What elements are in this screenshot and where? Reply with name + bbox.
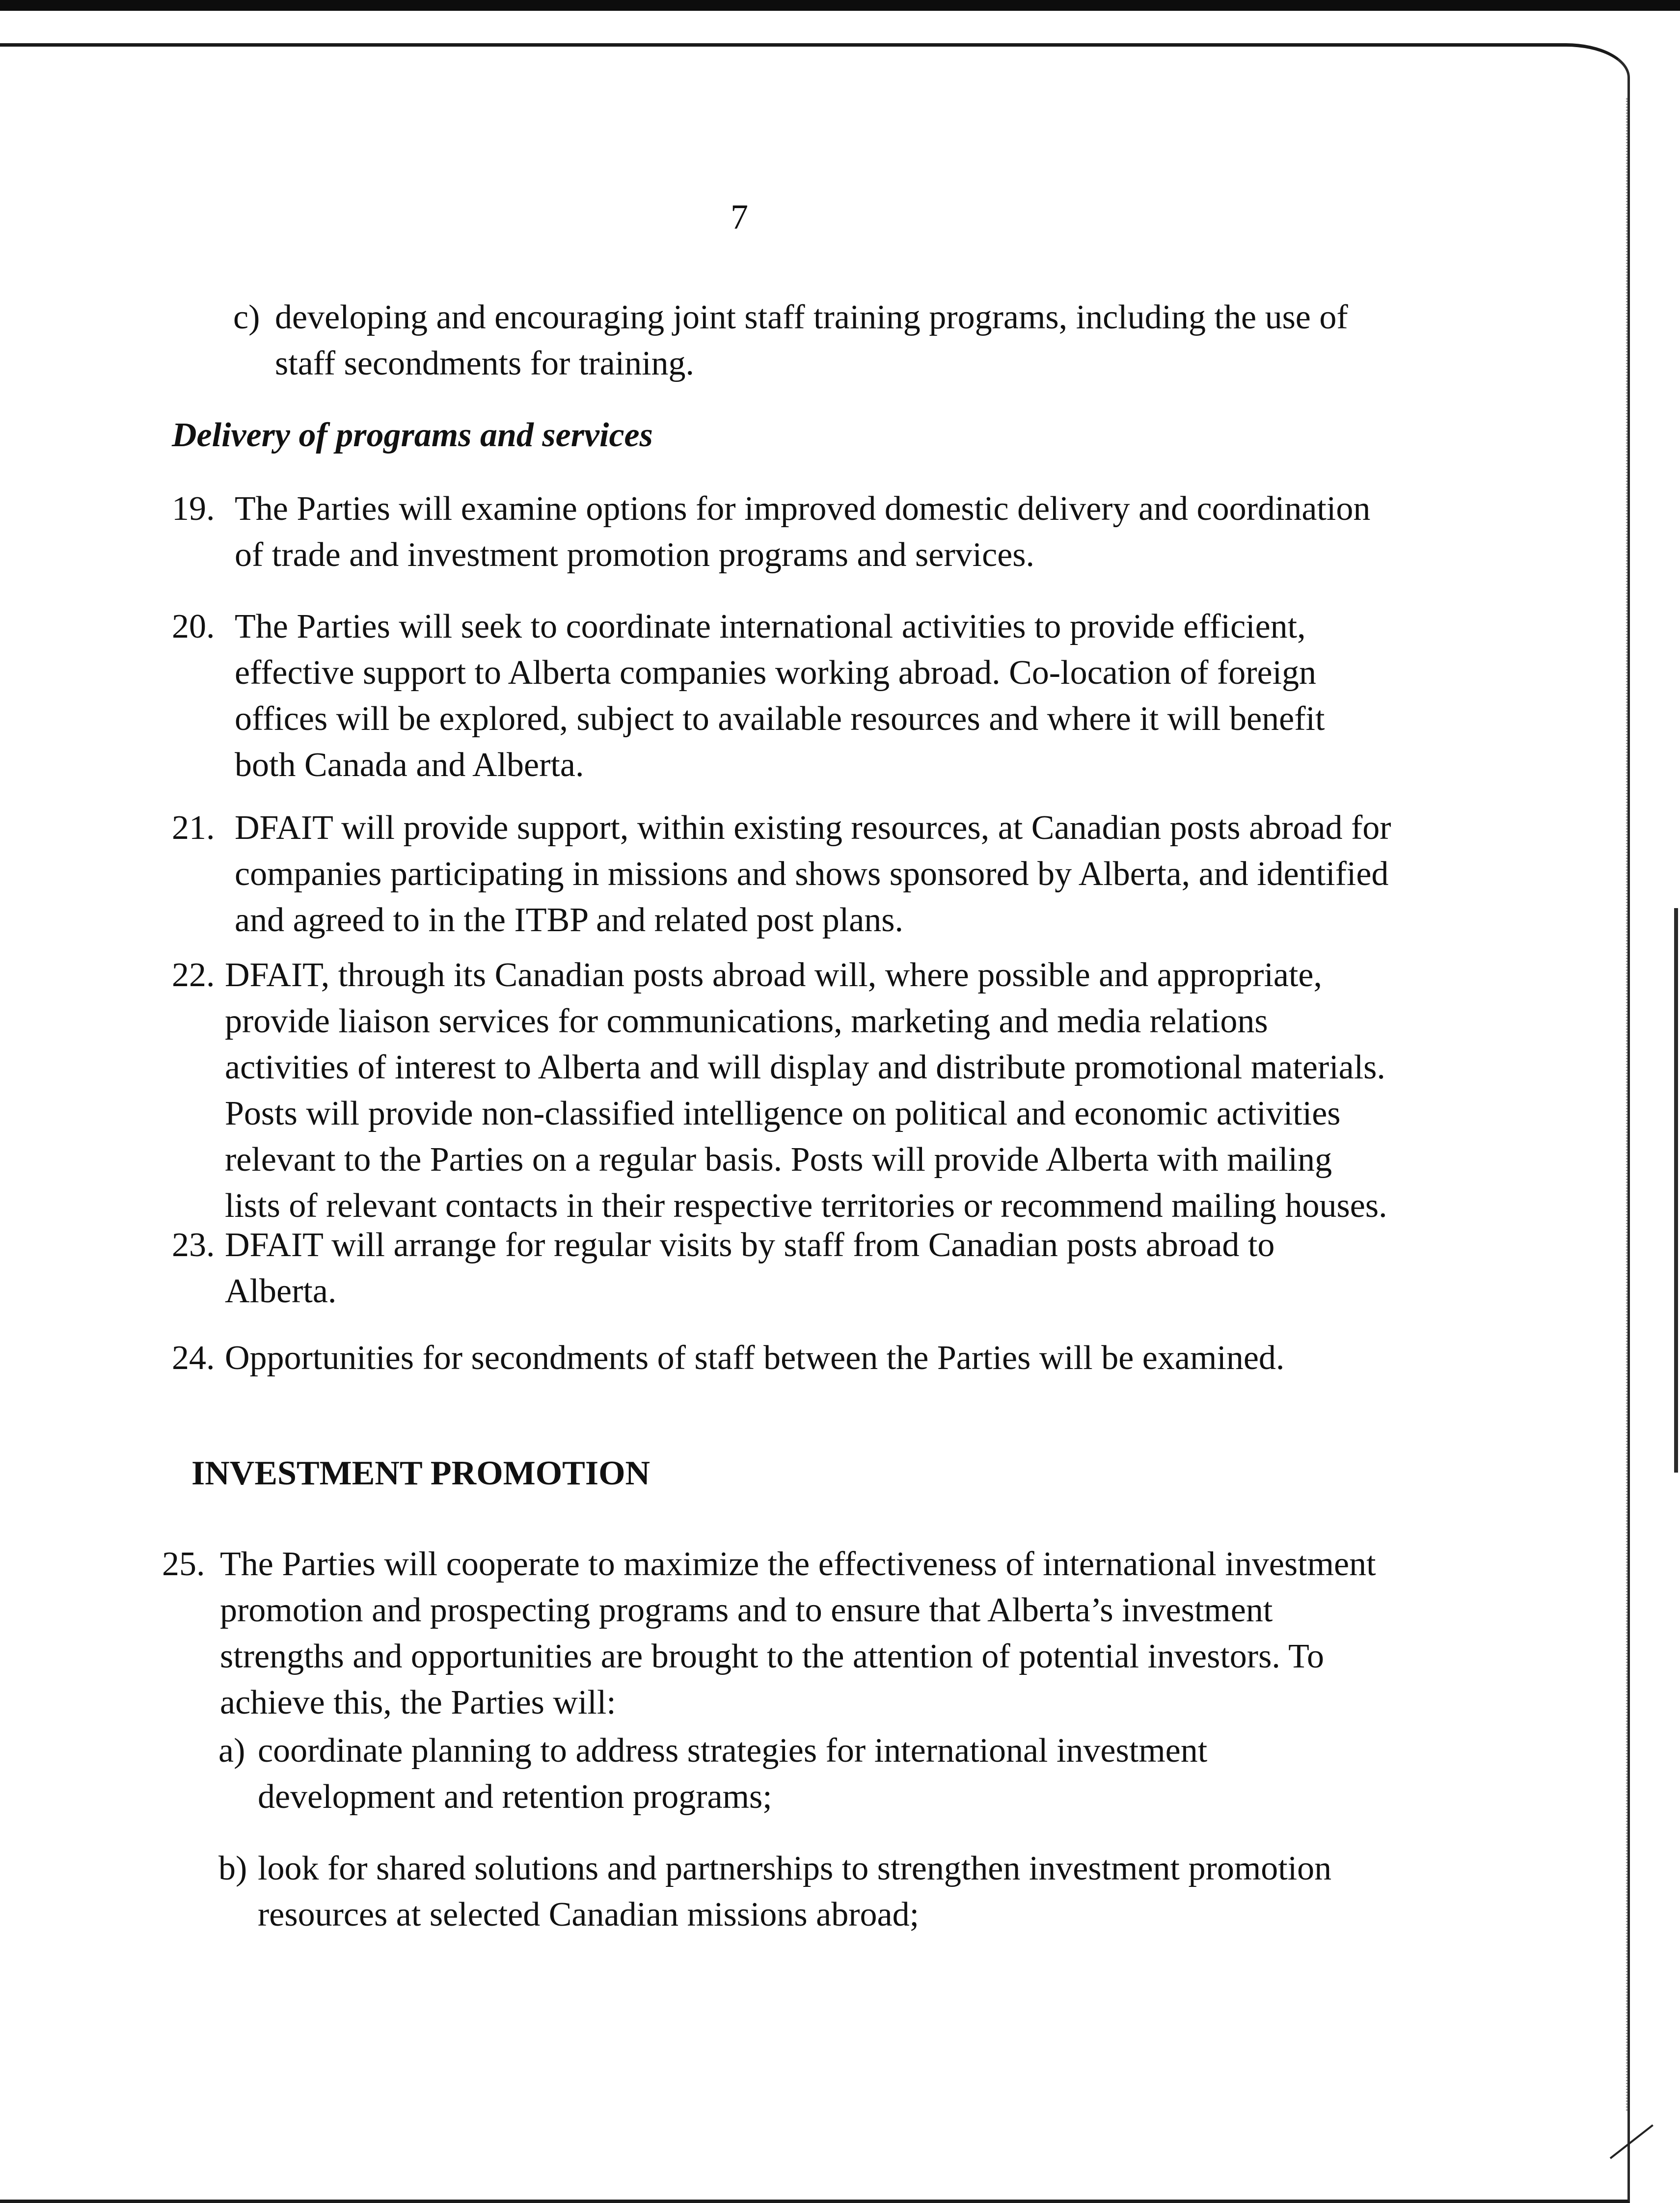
text-line: DFAIT will provide support, within existing resources, at Canadian posts abroad for: [235, 809, 1391, 847]
intro-item-text: [275, 295, 1348, 387]
item-text-22: [225, 952, 1387, 1229]
section-heading-delivery: Delivery of programs and services: [172, 416, 653, 454]
text-line: promotion and prospecting programs and to ensure that Alberta’s investment: [220, 1591, 1273, 1629]
text-line: Posts will provide non-classified intelligence on political and economic activities: [225, 1095, 1341, 1132]
item-number-24: 24.: [172, 1339, 215, 1377]
subitem-label-a: a): [218, 1732, 245, 1770]
text-line: Opportunities for secondments of staff between the Parties will be examined.: [225, 1339, 1285, 1377]
text-line: look for shared solutions and partnerships to strengthen investment promotion: [258, 1850, 1332, 1887]
item-text-23: [225, 1222, 1274, 1315]
scan-edge-top: [0, 0, 1680, 11]
subitem-text-b: [258, 1846, 1331, 1938]
subitem-label-b: b): [218, 1850, 247, 1887]
item-number-20: 20.: [172, 608, 215, 645]
text-line: both Canada and Alberta.: [235, 746, 584, 784]
text-line: DFAIT will arrange for regular visits by staff from Canadian posts abroad to: [225, 1226, 1275, 1264]
text-line: Alberta.: [225, 1272, 337, 1310]
item-text-21: [235, 805, 1391, 943]
item-text-25: [220, 1541, 1376, 1726]
text-line: achieve this, the Parties will:: [220, 1684, 616, 1721]
text-line: developing and encouraging joint staff training programs, including the use of: [275, 298, 1348, 336]
item-number-22: 22.: [172, 956, 215, 994]
scan-edge-mark: [1674, 908, 1678, 1473]
text-line: activities of interest to Alberta and will display and distribute promotional materials.: [225, 1048, 1385, 1086]
text-line: resources at selected Canadian missions abroad;: [258, 1896, 920, 1934]
text-line: The Parties will cooperate to maximize the effectiveness of international investment: [220, 1545, 1376, 1583]
item-number-19: 19.: [172, 490, 215, 528]
item-text-19: [235, 486, 1370, 578]
item-number-23: 23.: [172, 1226, 215, 1264]
intro-item-label: c): [233, 298, 260, 336]
text-line: provide liaison services for communications, marketing and media relations: [225, 1002, 1268, 1040]
text-line: companies participating in missions and shows sponsored by Alberta, and identified: [235, 855, 1389, 893]
item-text-20: [235, 604, 1325, 788]
scan-margin-dots: [1626, 98, 1627, 2111]
text-line: lists of relevant contacts in their respective territories or recommend mailing houses.: [225, 1187, 1387, 1225]
text-line: The Parties will examine options for improved domestic delivery and coordination: [235, 490, 1371, 528]
text-line: strengths and opportunities are brought to the attention of potential investors. To: [220, 1638, 1324, 1675]
text-line: coordinate planning to address strategies for international investment: [258, 1732, 1208, 1770]
text-line: development and retention programs;: [258, 1778, 772, 1816]
item-number-21: 21.: [172, 809, 215, 847]
item-number-25: 25.: [162, 1545, 205, 1583]
text-line: relevant to the Parties on a regular basis. Posts will provide Alberta with mailing: [225, 1141, 1332, 1179]
text-line: DFAIT, through its Canadian posts abroad will, where possible and appropriate,: [225, 956, 1322, 994]
subitem-text-a: [258, 1728, 1207, 1820]
section-heading-investment: INVESTMENT PROMOTION: [191, 1454, 650, 1492]
text-line: and agreed to in the ITBP and related post plans.: [235, 901, 904, 939]
page-number: 7: [731, 197, 748, 237]
text-line: The Parties will seek to coordinate international activities to provide efficient,: [235, 608, 1306, 645]
text-line: staff secondments for training.: [275, 345, 695, 382]
text-line: offices will be explored, subject to available resources and where it will benefit: [235, 700, 1325, 738]
text-line: of trade and investment promotion programs and services.: [235, 536, 1035, 574]
text-line: effective support to Alberta companies working abroad. Co-location of foreign: [235, 654, 1317, 692]
item-text-24: [225, 1335, 1284, 1381]
